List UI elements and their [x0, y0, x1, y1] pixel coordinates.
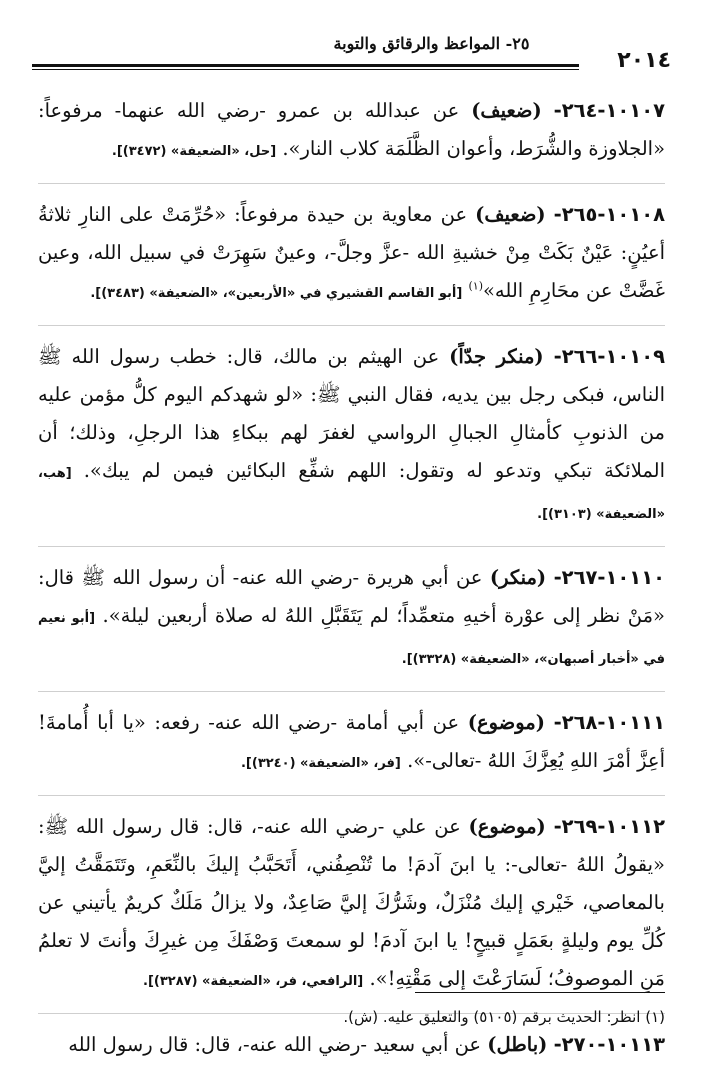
hadith-text: عن أبي أمامة -رضي الله عنه- رفعه: «يا أبا أُمامةَ! أعِزَّ أمْرَ اللهِ يُعِزَّكَ اللهُ -تعالى-». — [38, 711, 665, 772]
hadith-entry-10112 — [38, 808, 665, 1014]
header-rule — [32, 64, 579, 70]
footnote: (١) انظر: الحديث برقم (٥١٠٥) والتعليق عليه. (ش). — [343, 1008, 665, 1026]
hadith-source: [أبو نعيم في «أخبار أصبهان»، «الضعيفة» (٣٣٢٨)]. — [38, 611, 665, 667]
hadith-source: [حل، «الضعيفة» (٣٤٧٢)]. — [111, 144, 277, 159]
hadith-grade: (ضعيف) — [475, 203, 546, 226]
page-content — [38, 92, 665, 1088]
chapter-title: ٢٥- المواعظ والرقائق والتوبة — [333, 34, 530, 53]
hadith-entry-10109 — [38, 338, 665, 547]
hadith-source: [فر، «الضعيفة» (٣٢٤٠)]. — [240, 756, 401, 771]
hadith-number: ١٠١١٠-٢٦٧- — [553, 566, 665, 589]
hadith-grade: (منكر جدّاً) — [449, 345, 544, 368]
hadith-text: عن الهيثم بن مالك، قال: خطب رسول الله ﷺ الناس، فبكى رجل بين يديه، فقال النبي ﷺ: «لو شهدكم اليوم كلُّ مؤمن عليه من الذنوبِ كأمثالِ الجبالِ الرواسي لغفرَ لهم ببكاءِ هذا الرجلِ، وذلك؛ أن الملائكة تبكي وتدعو له وتقول: اللهم شفِّع البكائين فيمن لم يبك». — [38, 345, 665, 482]
hadith-number: ١٠١٠٧-٢٦٤- — [553, 99, 666, 122]
hadith-grade: (موضوع) — [467, 711, 545, 734]
hadith-number: ١٠١١١-٢٦٨- — [553, 711, 666, 734]
hadith-source: [الرافعي، فر، «الضعيفة» (٣٢٨٧)]. — [143, 974, 364, 989]
hadith-text: عن أبي هريرة -رضي الله عنه- أن رسول الله ﷺ قال: «مَنْ نظر إلى عوْرة أخيهِ متعمِّداً؛ لم يَتَقَبَّلِ اللهُ له صلاة أربعين ليلة». — [38, 566, 665, 627]
hadith-grade: (ضعيف) — [471, 99, 542, 122]
hadith-text: عن أبي سعيد -رضي الله عنه-، قال: قال رسول الله — [68, 1033, 482, 1056]
hadith-grade: (باطل) — [487, 1033, 548, 1056]
hadith-number: ١٠١١٢-٢٦٩- — [553, 815, 665, 838]
hadith-text: عن معاوية بن حيدة مرفوعاً: «حُرِّمَتْ على النارِ ثلاثةُ أعيُنٍ: عَيْنٌ بَكَتْ مِنْ خشيةِ الله -عزَّ وجلَّ-، وعينٌ سَهِرَتْ في سبيل الله، وعين غَضَّتْ عن محَارِمِ الله» — [38, 203, 665, 302]
page-header — [32, 34, 671, 74]
hadith-text: عن عبدالله بن عمرو -رضي الله عنهما- مرفوعاً: «الجلاوزة والشُّرَط، وأعوان الظَّلَمَة كلاب النار». — [38, 99, 665, 160]
page-number: ٢٠١٤ — [611, 48, 671, 73]
footnote-divider — [415, 992, 665, 993]
hadith-entry-10113 — [38, 1026, 665, 1076]
hadith-grade: (منكر) — [489, 566, 547, 589]
hadith-grade: (موضوع) — [468, 815, 546, 838]
hadith-number: ١٠١٠٩-٢٦٦- — [553, 345, 666, 368]
hadith-source: [أبو القاسم القشيري في «الأربعين»، «الضعيفة» (٣٤٨٣)]. — [90, 286, 463, 301]
hadith-entry-10108 — [38, 196, 665, 326]
hadith-source: [هب، «الضعيفة» (٣١٠٣)]. — [38, 466, 665, 522]
footnote-reference[interactable]: (١) — [468, 279, 483, 293]
hadith-entry-10110 — [38, 559, 665, 692]
hadith-number: ١٠١١٣-٢٧٠- — [553, 1033, 665, 1056]
hadith-number: ١٠١٠٨-٢٦٥- — [553, 203, 666, 226]
hadith-entry-10107 — [38, 92, 665, 184]
hadith-text: عن علي -رضي الله عنه-، قال: قال رسول الله ﷺ: «يقولُ اللهُ -تعالى-: يا ابنَ آدمَ! ما تُنْصِفُني، أَتَحَبَّبُ إليكَ بالنِّعَمِ، وتَتَمَقَّتُ إليَّ بالمعاصي، خَيْري إليك مُنْزَلٌ، وشَرُّكَ إليَّ صَاعِدٌ، ولا يزالُ مَلَكٌ كريمٌ يأتيني عن كُلِّ يوم وليلةٍ بعَمَلٍ قبيحٍ! يا ابنَ آدمَ! لو سمعتَ وَصْفَكَ مِن غيرِكَ وأنتَ لا تعلمُ مَنِ الموصوفُ؛ لَسَارَعْتَ إلى مَقْتِهِ!». — [38, 815, 665, 990]
hadith-entry-10111 — [38, 704, 665, 796]
